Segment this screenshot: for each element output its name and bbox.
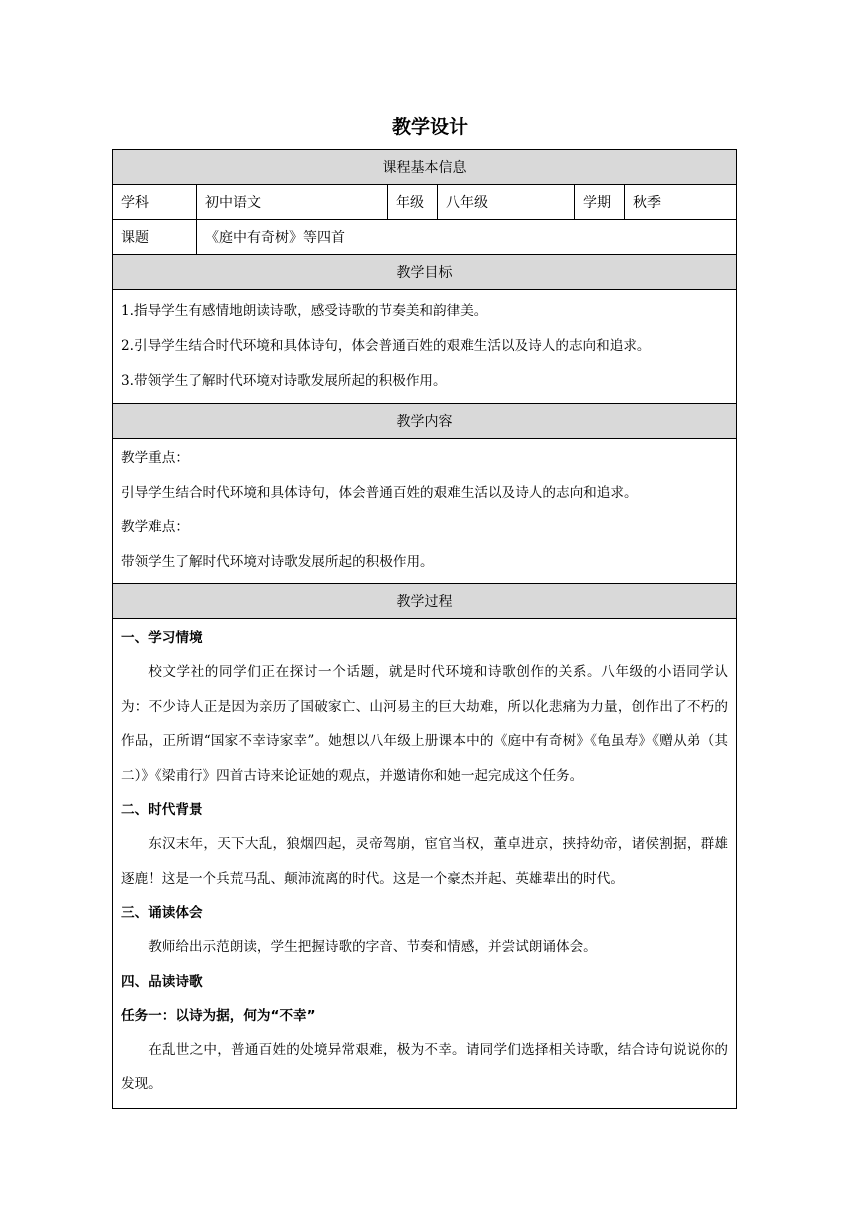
goal-item: 2.引导学生结合时代环境和具体诗句，体会普通百姓的艰难生活以及诗人的志向和追求。 bbox=[121, 338, 651, 354]
lesson-plan-table bbox=[112, 149, 737, 1109]
task-paragraph: 在乱世之中，普通百姓的处境异常艰难，极为不幸。请同学们选择相关诗歌，结合诗句说说你的发现。 bbox=[121, 1041, 729, 1092]
goals-header: 教学目标 bbox=[113, 255, 737, 290]
difficulty-label: 教学难点： bbox=[121, 519, 189, 535]
section-heading: 四、品读诗歌 bbox=[121, 973, 203, 990]
goal-item: 3.带领学生了解时代环境对诗歌发展所起的积极作用。 bbox=[121, 373, 447, 389]
process-header: 教学过程 bbox=[113, 584, 737, 619]
term-value: 秋季 bbox=[625, 185, 737, 220]
content-header: 教学内容 bbox=[113, 404, 737, 439]
goals-block bbox=[113, 290, 737, 404]
key-point-text: 引导学生结合时代环境和具体诗句，体会普通百姓的艰难生活以及诗人的志向和追求。 bbox=[121, 484, 638, 501]
subject-value: 初中语文 bbox=[197, 185, 388, 220]
grade-value: 八年级 bbox=[438, 185, 575, 220]
content-block bbox=[113, 439, 737, 584]
process-block bbox=[113, 619, 737, 1109]
goal-item: 1.指导学生有感情地朗读诗歌，感受诗歌的节奏美和韵律美。 bbox=[121, 303, 488, 319]
section-paragraph: 校文学社的同学们正在探讨一个话题，就是时代环境和诗歌创作的关系。八年级的小语同学认为：不少诗人正是因为亲历了国破家亡、山河易主的巨大劫难，所以化悲痛为力量，创作出了不朽的作品，正所谓“国家不幸诗家幸”。她想以八年级上册课本中的《庭中有奇树》《龟虽寿》《赠从弟（其二）》《梁甫行》四首古诗来论证她的观点，并邀请你和她一起完成这个任务。 bbox=[121, 664, 729, 784]
page-title: 教学设计 bbox=[391, 116, 468, 138]
section-paragraph: 东汉末年，天下大乱，狼烟四起，灵帝驾崩，宦官当权，董卓进京，挟持幼帝，诸侯割据，群雄逐鹿！这是一个兵荒马乱、颠沛流离的时代。这是一个豪杰并起、英雄辈出的时代。 bbox=[121, 836, 729, 887]
section-heading: 三、诵读体会 bbox=[121, 905, 203, 921]
subject-label: 学科 bbox=[113, 185, 197, 220]
basic-info-header: 课程基本信息 bbox=[113, 150, 737, 185]
grade-label: 年级 bbox=[388, 185, 438, 220]
task-heading: 任务一：以诗为据，何为“不幸” bbox=[121, 1007, 316, 1024]
key-point-label: 教学重点： bbox=[121, 450, 189, 466]
topic-value: 《庭中有奇树》等四首 bbox=[197, 220, 737, 255]
section-paragraph: 教师给出示范朗读，学生把握诗歌的字音、节奏和情感，并尝试朗诵体会。 bbox=[148, 939, 597, 955]
section-heading: 二、时代背景 bbox=[121, 802, 203, 818]
topic-label: 课题 bbox=[113, 220, 197, 255]
term-label: 学期 bbox=[575, 185, 625, 220]
section-heading: 一、学习情境 bbox=[121, 630, 203, 646]
difficulty-text: 带领学生了解时代环境对诗歌发展所起的积极作用。 bbox=[121, 553, 434, 570]
